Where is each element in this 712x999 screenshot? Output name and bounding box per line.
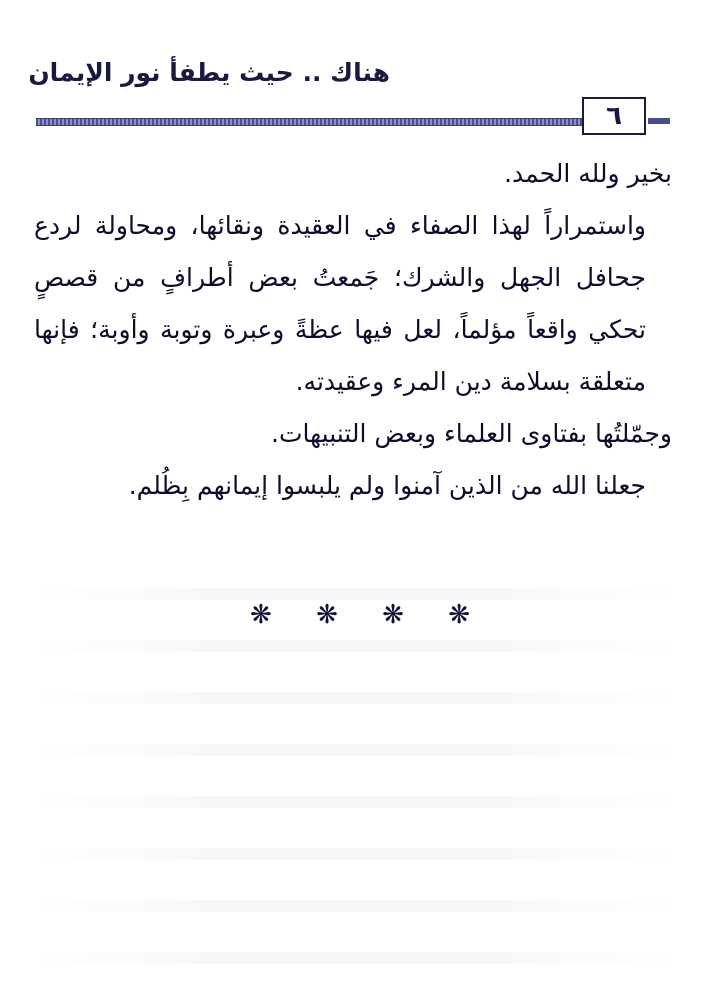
paragraph: واستمراراً لهذا الصفاء في العقيدة ونقائها، ومحاولة لردع جحافل الجهل والشرك؛ جَمعتُ بعض أطرافٍ من قصصٍ تحكي واقعاً مؤلماً، لعل فيها عظةً وعبرة وتوبة وأوبة؛ فإنها متعلقة بسلامة دين المرء وعقيدته. xyxy=(34,211,646,396)
show-through xyxy=(30,848,680,860)
asterism-icon: ❋ xyxy=(316,600,338,630)
paragraph: بخير ولله الحمد. xyxy=(504,159,672,188)
show-through xyxy=(30,640,680,652)
asterism-icon: ❋ xyxy=(250,600,272,630)
asterism-icon: ❋ xyxy=(382,600,404,630)
running-title: هناك .. حيث يطفأ نور الإيمان xyxy=(28,58,390,87)
paragraph: جعلنا الله من الذين آمنوا ولم يلبسوا إيمانهم بِظُلم. xyxy=(128,471,646,500)
body-text xyxy=(34,148,672,512)
section-ornament xyxy=(250,600,470,630)
header-rule-right xyxy=(648,118,670,124)
paragraph: وجمّلتُها بفتاوى العلماء وبعض التنبيهات. xyxy=(271,419,672,448)
show-through xyxy=(30,588,680,600)
show-through xyxy=(30,900,680,912)
asterism-icon: ❋ xyxy=(448,600,470,630)
show-through xyxy=(30,796,680,808)
show-through xyxy=(30,744,680,756)
show-through xyxy=(30,952,680,964)
show-through xyxy=(30,692,680,704)
header-rule xyxy=(36,118,582,126)
page-number: ٦ xyxy=(582,97,646,135)
